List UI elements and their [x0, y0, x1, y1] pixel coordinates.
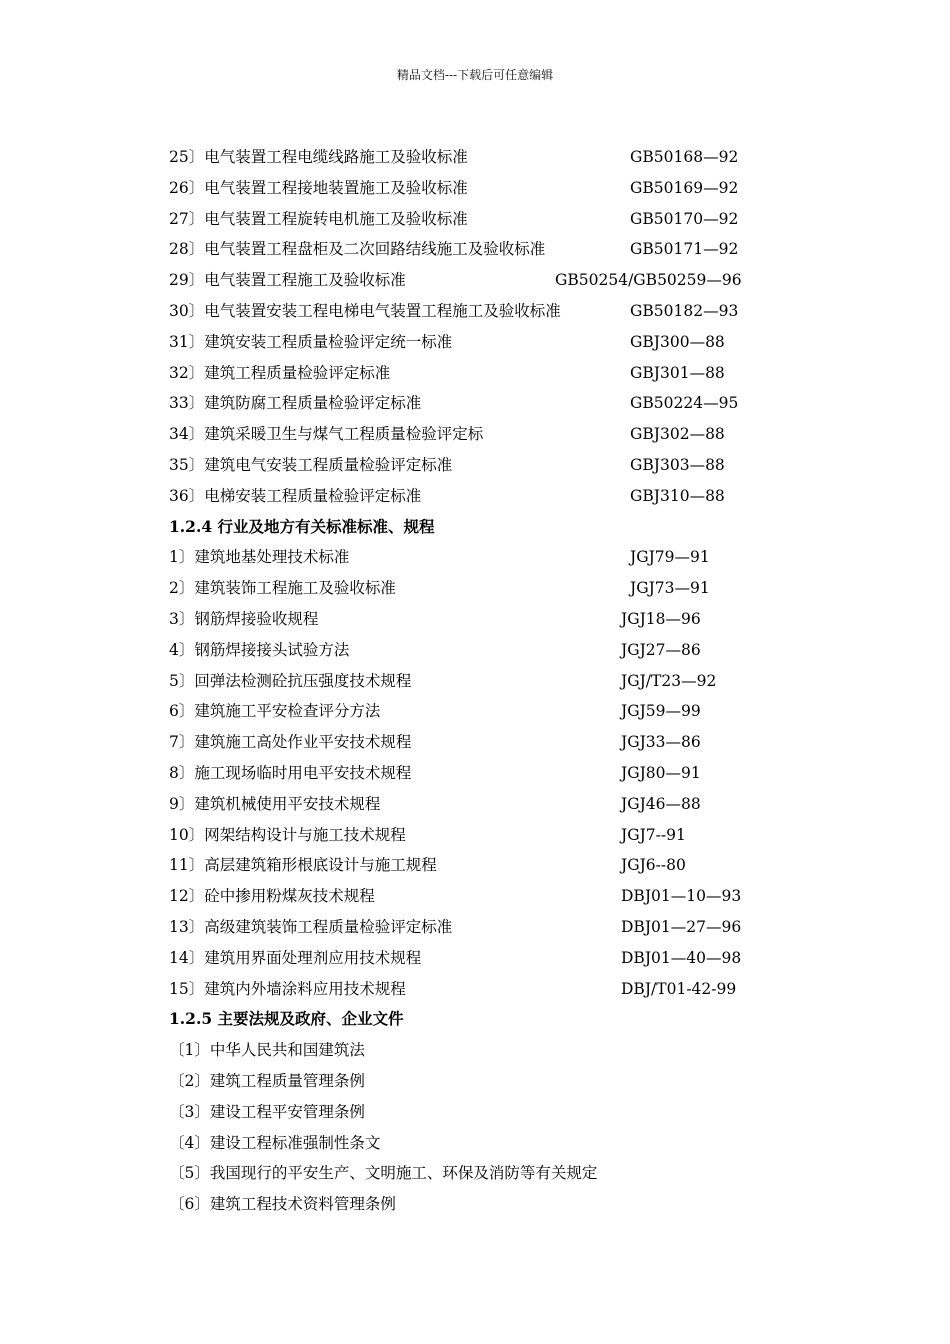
item-code: JGJ18—96 [621, 609, 701, 628]
list-item [169, 666, 869, 697]
item-code: JGJ33—86 [621, 733, 701, 752]
item-title: 29〕电气装置工程施工及验收标准 [169, 271, 406, 290]
item-title: 10〕网架结构设计与施工技术规程 [169, 825, 406, 844]
document-body [169, 142, 869, 1220]
list-item: 〔5〕我国现行的平安生产、文明施工、环保及消防等有关规定 [169, 1164, 598, 1183]
item-code: GB50168—92 [630, 148, 739, 166]
item-code: GB50224—95 [630, 394, 739, 413]
list-item [169, 450, 869, 481]
item-code: JGJ73—91 [630, 579, 710, 598]
item-title: 36〕电梯安装工程质量检验评定标准 [169, 486, 422, 505]
list-item [169, 542, 869, 573]
item-code: GBJ302—88 [630, 425, 725, 444]
list-item [169, 789, 869, 820]
list-item [169, 234, 869, 265]
section-heading: 1.2.4 行业及地方有关标准标准、规程 [169, 516, 435, 536]
item-title: 9〕建筑机械使用平安技术规程 [169, 794, 381, 813]
item-title: 26〕电气装置工程接地装置施工及验收标准 [169, 178, 468, 197]
item-title: 30〕电气装置安装工程电梯电气装置工程施工及验收标准 [169, 301, 561, 320]
item-title: 25〕电气装置工程电缆线路施工及验收标准 [169, 148, 468, 166]
item-code: JGJ80—91 [621, 763, 701, 782]
list-item: 〔2〕建筑工程质量管理条例 [169, 1071, 365, 1090]
item-code: DBJ/T01-42-99 [621, 979, 737, 998]
list-item [169, 296, 869, 327]
item-code: JGJ/T23—92 [621, 671, 717, 690]
item-title: 8〕施工现场临时用电平安技术规程 [169, 763, 412, 782]
item-title: 28〕电气装置工程盘柜及二次回路结线施工及验收标准 [169, 240, 546, 259]
item-title: 12〕砼中掺用粉煤灰技术规程 [169, 887, 375, 906]
section-heading: 1.2.5 主要法规及政府、企业文件 [169, 1009, 404, 1029]
list-item: 〔1〕中华人民共和国建筑法 [169, 1041, 365, 1060]
item-code: GB50254/GB50259—96 [555, 271, 742, 290]
list-item [169, 173, 869, 204]
item-code: DBJ01—27—96 [621, 917, 742, 936]
item-title: 14〕建筑用界面处理剂应用技术规程 [169, 948, 422, 967]
item-code: JGJ79—91 [630, 548, 710, 567]
item-title: 7〕建筑施工高处作业平安技术规程 [169, 733, 412, 752]
item-code: JGJ7--91 [621, 825, 686, 844]
item-title: 11〕高层建筑箱形根底设计与施工规程 [169, 856, 437, 875]
item-code: GB50182—93 [630, 301, 739, 320]
item-code: JGJ6--80 [621, 856, 686, 875]
item-title: 1〕建筑地基处理技术标准 [169, 548, 350, 567]
list-item [169, 635, 869, 666]
list-item: 〔3〕建设工程平安管理条例 [169, 1102, 365, 1121]
item-title: 5〕回弹法检测砼抗压强度技术规程 [169, 671, 412, 690]
item-title: 34〕建筑采暖卫生与煤气工程质量检验评定标 [169, 425, 484, 444]
item-title: 27〕电气装置工程旋转电机施工及验收标准 [169, 209, 468, 228]
list-item: 〔6〕建筑工程技术资料管理条例 [169, 1195, 396, 1214]
item-code: GB50170—92 [630, 209, 739, 228]
item-title: 33〕建筑防腐工程质量检验评定标准 [169, 394, 422, 413]
list-item [169, 820, 869, 851]
item-title: 3〕钢筋焊接验收规程 [169, 609, 319, 628]
item-code: GBJ310—88 [630, 486, 725, 505]
item-title: 32〕建筑工程质量检验评定标准 [169, 363, 391, 382]
item-code: GBJ303—88 [630, 455, 725, 474]
item-title: 6〕建筑施工平安检查评分方法 [169, 702, 381, 721]
list-item [169, 758, 869, 789]
list-item [169, 419, 869, 450]
list-item [169, 727, 869, 758]
item-code: JGJ46—88 [621, 794, 701, 813]
item-code: GBJ300—88 [630, 332, 725, 351]
item-code: DBJ01—10—93 [621, 887, 742, 906]
item-code: GB50169—92 [630, 178, 739, 197]
list-item [169, 265, 869, 296]
list-item [169, 881, 869, 912]
item-code: GBJ301—88 [630, 363, 725, 382]
list-item [169, 388, 869, 419]
item-code: DBJ01—40—98 [621, 948, 742, 967]
list-item [169, 912, 869, 943]
list-item [169, 573, 869, 604]
list-item [169, 327, 869, 358]
item-code: JGJ59—99 [621, 702, 701, 721]
list-item [169, 142, 869, 173]
list-item [169, 850, 869, 881]
item-title: 4〕钢筋焊接接头试验方法 [169, 640, 350, 659]
list-item [169, 696, 869, 727]
page-header: 精品文档---下载后可任意编辑 [396, 68, 554, 82]
item-title: 15〕建筑内外墙涂料应用技术规程 [169, 979, 406, 998]
item-title: 31〕建筑安装工程质量检验评定统一标准 [169, 332, 453, 351]
item-title: 13〕高级建筑装饰工程质量检验评定标准 [169, 917, 453, 936]
list-item [169, 974, 869, 1005]
item-code: JGJ27—86 [621, 640, 701, 659]
item-title: 35〕建筑电气安装工程质量检验评定标准 [169, 455, 453, 474]
list-item: 〔4〕建设工程标准强制性条文 [169, 1133, 381, 1152]
list-item [169, 358, 869, 389]
list-item [169, 481, 869, 512]
list-item [169, 604, 869, 635]
item-code: GB50171—92 [630, 240, 739, 259]
list-item [169, 204, 869, 235]
item-title: 2〕建筑装饰工程施工及验收标准 [169, 579, 396, 598]
list-item [169, 943, 869, 974]
